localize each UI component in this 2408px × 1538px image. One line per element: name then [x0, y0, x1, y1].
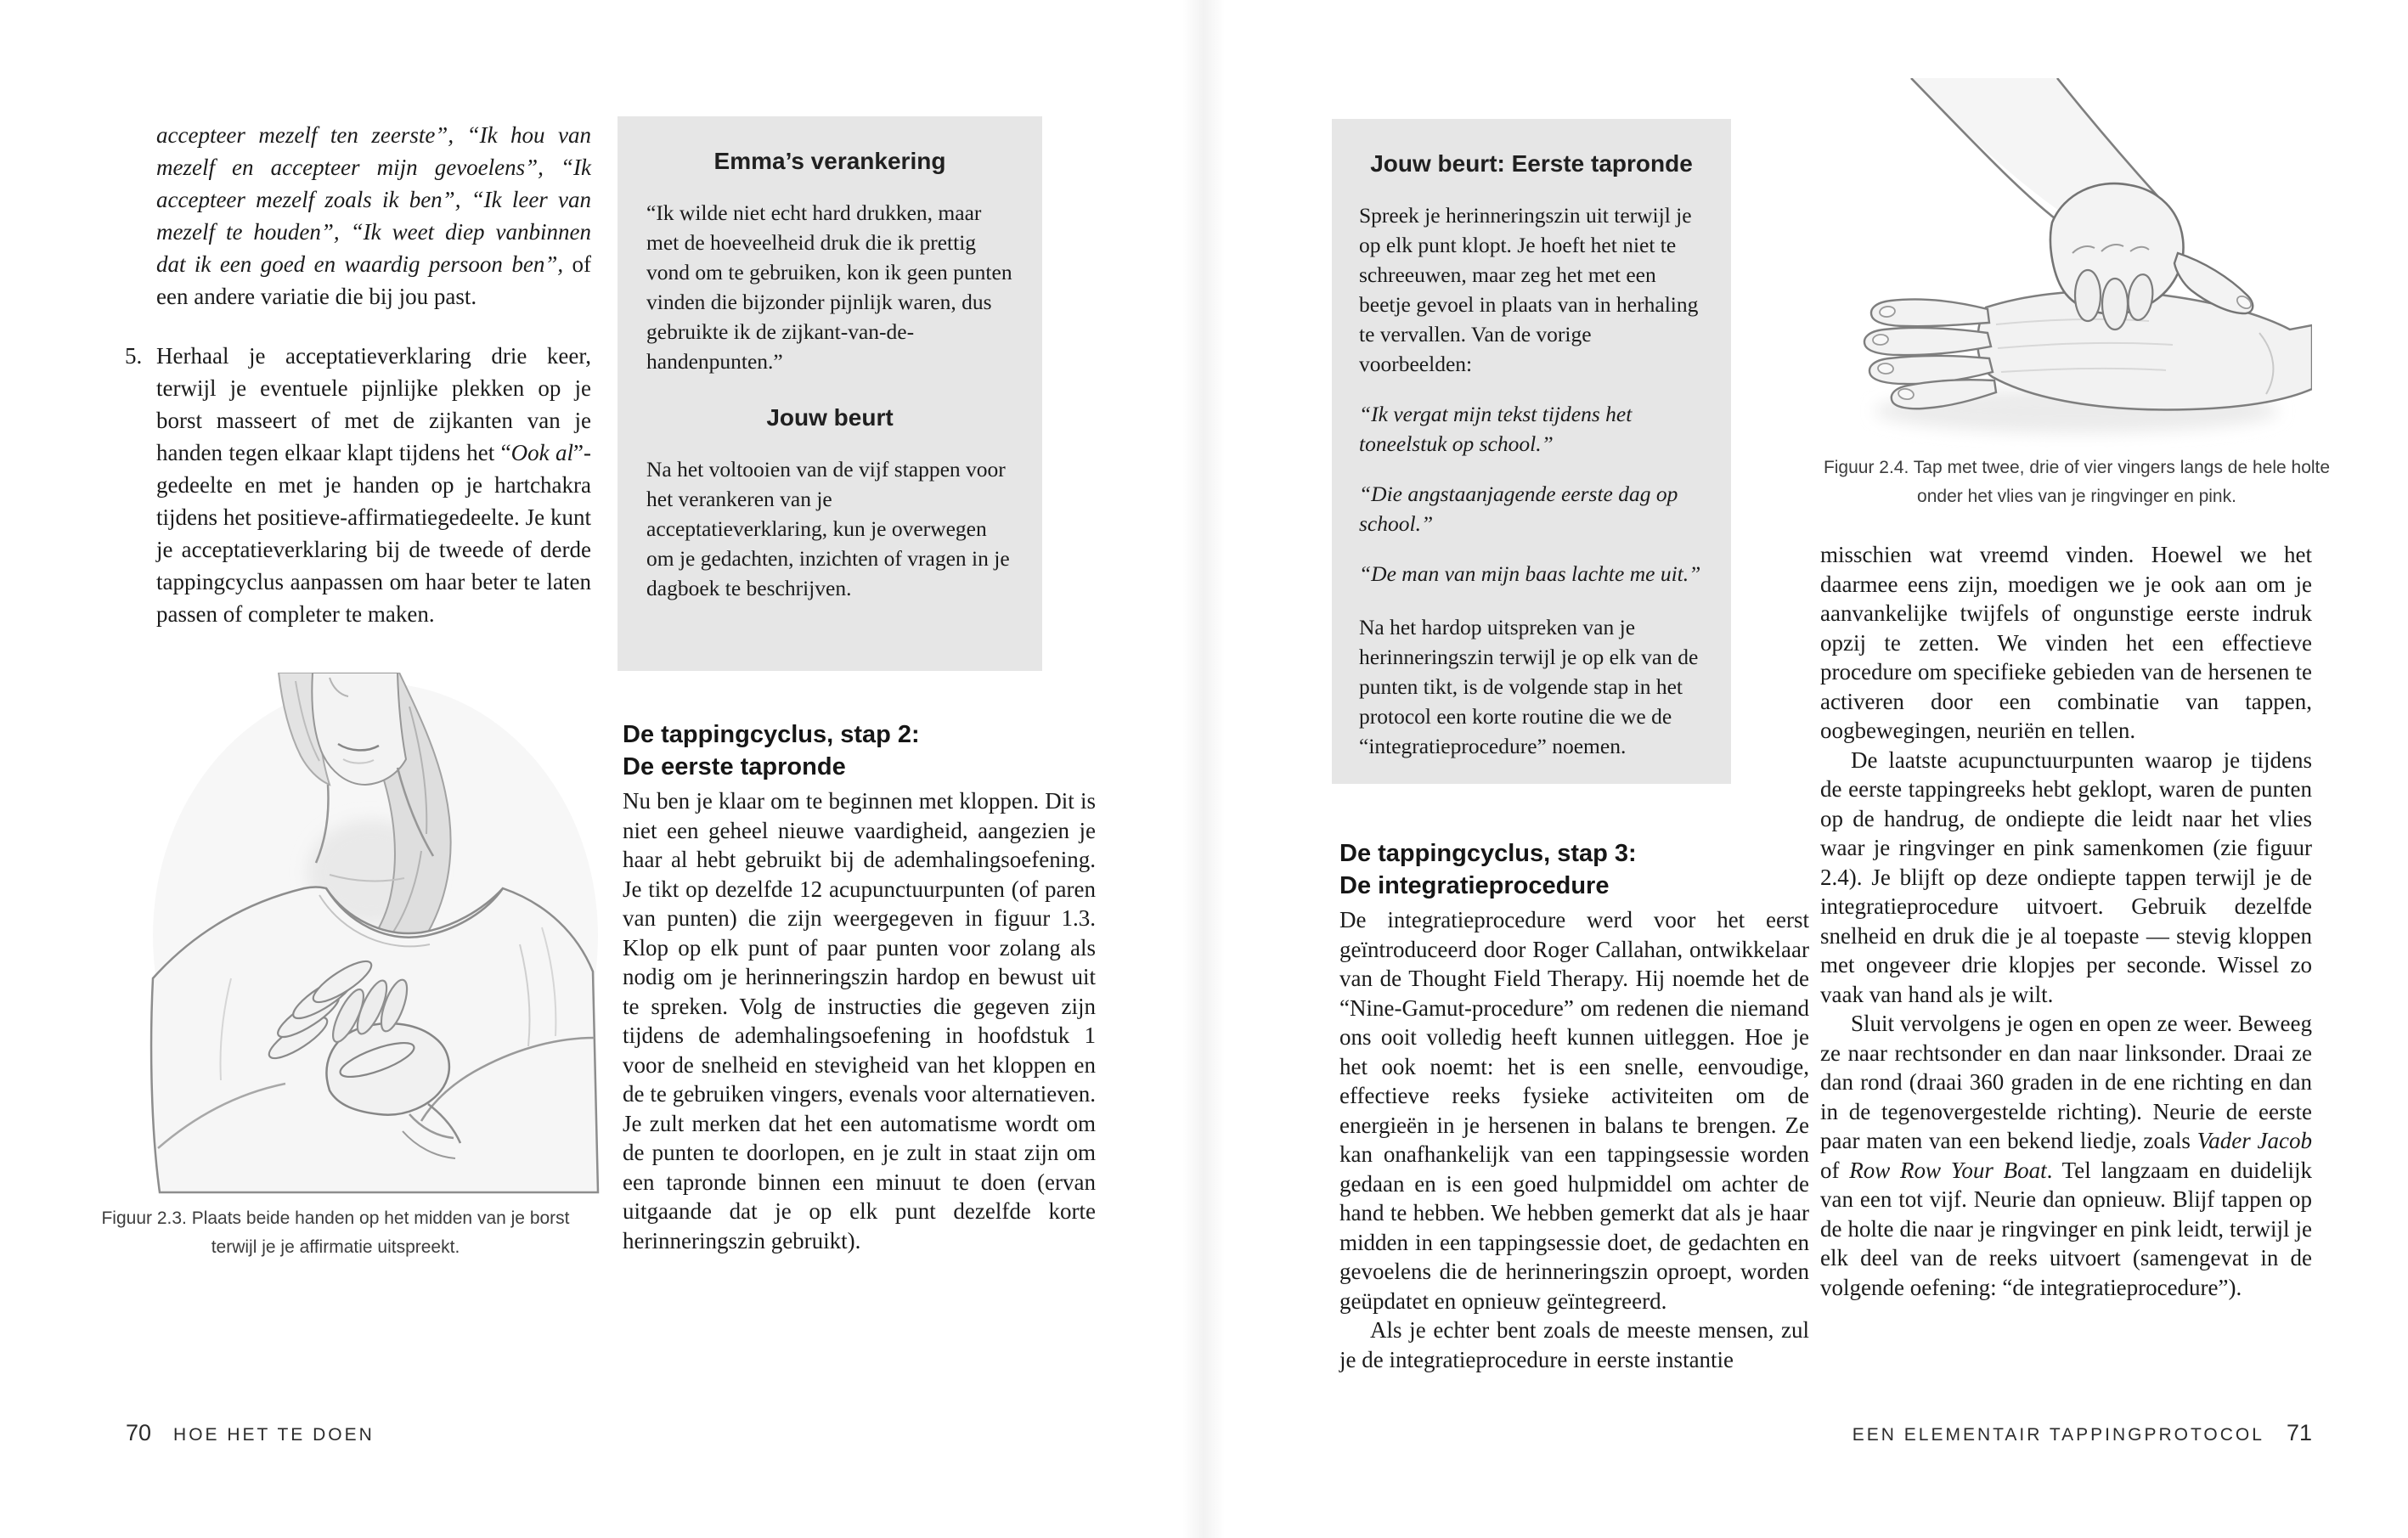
continuation-paragraph: accepteer mezelf ten zeerste”, “Ik hou van mezelf en accepteer mijn gevoelens”, “Ik accepteer mezelf zoals ik ben”, “Ik leer van mezelf te houden”, “Ik weet diep vanbinnen dat ik een goed en waardig persoon ben”, of een andere variatie die bij jou past. — [156, 122, 591, 309]
figure-2-4-caption: Figuur 2.4. Tap met twee, drie of vier vingers langs de hele holte onder het vlies van je ringvinger en pink. — [1823, 458, 2331, 506]
figure-2-3-illustration — [129, 673, 601, 1196]
body-paragraph: Sluit vervolgens je ogen en open ze weer. Beweeg ze naar rechtsonder en dan naar linksonder. Draai ze dan rond (draai 360 graden in de ene richting en dan in de tegenovergestelde richting). Neurie de eerste paar maten van een bekend liedje, zoals Vader Jacob of Row Row Your Boat. Tel langzaam en duidelijk van een tot vijf. Neurie dan opnieuw. Blijf tappen op de holte die naar je ringvinger en pink leidt, terwijl je elk deel van de reeks uitvoert (samengevat in de volgende oefening: “de integratieprocedure”). — [1820, 1011, 2312, 1300]
callout-box-emma — [618, 116, 1042, 671]
body-paragraph: Als je echter bent zoals de meeste mensen, zul je de integratieprocedure in eerste instantie — [1339, 1317, 1809, 1372]
callout-box-paragraph: Na het voltooien van de vijf stappen voor het verankeren van je acceptatieverklaring, kun je overwegen om je gedachten, inzichten of vragen in je dagboek te beschrijven. — [646, 457, 1010, 600]
example-quote: “Die angstaanjagende eerste dag op school.” — [1359, 482, 1678, 536]
right-column-body — [1820, 540, 2312, 1302]
callout-box-paragraph: Spreek je herinneringszin uit terwijl je op elk punt klopt. Je hoeft het niet te schreeuwen, maar zeg het met een beetje gevoel in plaats van in herhaling te vervallen. Van de vorige voorbeelden: — [1359, 203, 1699, 376]
right-page-footer — [1853, 1420, 2312, 1446]
left-page-footer — [126, 1420, 375, 1446]
numbered-list-item-5 — [125, 340, 591, 630]
section-heading-step2 — [623, 718, 1096, 783]
section-heading-line1: De tappingcyclus, stap 2: — [623, 721, 920, 748]
hand-tapping-on-hand-sketch — [1860, 78, 2312, 448]
section-body-step3 — [1339, 905, 1809, 1374]
page-number: 70 — [126, 1420, 152, 1445]
figure-2-4-illustration — [1860, 78, 2312, 448]
running-chapter-title: HOE HET TE DOEN — [173, 1425, 375, 1445]
list-item-text: Herhaal je acceptatieverklaring drie keer, terwijl je eventuele pijnlijke plekken op je borst masseert of met de zijkanten van je handen tegen elkaar klapt tijdens het “Ook al”-gedeelte en met je handen op je hartchakra tijdens het positieve-affirmatiegedeelte. Je kunt je acceptatieverklaring bij de tweede of derde tappingcyclus aanpassen om haar beter te laten passen of completer te maken. — [156, 343, 591, 627]
body-paragraph: De integratieprocedure werd voor het eerst geïntroduceerd door Roger Callahan, ontwikkelaar van de Thought Field Therapy. Hij noemde het de “Nine-Gamut-procedure” om redenen die niemand ons ooit volledig heeft kunnen uitleggen. Hoe je het ook noemt: het is een snelle, eenvoudige, effectieve reeks fysieke activiteiten om de energieën in je hersenen in balans te brengen. Ze kan onafhankelijk van een tappingsessie worden gedaan en is een goed hulpmiddel om achter de hand te hebben. We hebben gemerkt dat als je haar midden in een tappingsessie doet, de gedachten en gevoelens die de herinneringszin oproept, worden geüpdatet en opnieuw geïntegreerd. — [1339, 907, 1809, 1314]
figure-2-3-caption: Figuur 2.3. Plaats beide handen op het midden van je borst terwijl je je affirmatie uitspreekt. — [101, 1208, 570, 1257]
section-heading-step3 — [1339, 837, 1809, 902]
section-body-step2: Nu ben je klaar om te beginnen met kloppen. Dit is niet een geheel nieuwe vaardigheid, aangezien je haar al hebt gebruikt bij de ademhalingsoefening. Je tikt op dezelfde 12 acupunctuurpunten (of paren van punten) die zijn weergegeven in figuur 1.3. Klop op elk punt of paar punten voor zolang als nodig om je herinneringszin hardop en bewust uit te spreken. Volg de instructies die gegeven zijn tijdens de ademhalingsoefening in hoofdstuk 1 voor de snelheid en stevigheid van het kloppen en de te gebruiken vingers, evenals voor alternatieven. Je zult merken dat het een automatisme wordt om de punten te doorlopen, en je zult in staat zijn om een tapronde binnen een minuut te doen (ervan uitgaande dat je op elk punt dezelfde korte herinneringszin gebruikt). — [623, 788, 1096, 1253]
section-heading-line2: De integratieprocedure — [1339, 872, 1610, 899]
list-item-number: 5. — [125, 343, 143, 369]
callout-box-title: Jouw beurt: Eerste tapronde — [1370, 150, 1693, 177]
example-quote: “De man van mijn baas lachte me uit.” — [1359, 561, 1701, 586]
callout-box-paragraph: Na het hardop uitspreken van je herinneringszin terwijl je op elk van de punten tikt, is de volgende stap in het protocol een korte routine die we de “integratieprocedure” noemen. — [1359, 615, 1699, 758]
section-heading-line1: De tappingcyclus, stap 3: — [1339, 840, 1637, 867]
callout-box-paragraph: “Ik wilde niet echt hard drukken, maar met de hoeveelheid druk die ik prettig vond om te gebruiken, kon ik geen punten vinden die bijzonder pijnlijk waren, dus gebruikte ik de zijkant-van-de-handenpunten.” — [646, 200, 1012, 374]
woman-hands-on-chest-sketch — [129, 673, 601, 1196]
callout-box-subtitle: Jouw beurt — [766, 404, 894, 431]
callout-box-first-round — [1332, 119, 1731, 784]
running-chapter-title: EEN ELEMENTAIR TAPPINGPROTOCOL — [1852, 1425, 2264, 1445]
body-paragraph: misschien wat vreemd vinden. Hoewel we het daarmee eens zijn, moedigen we je ook aan om je aanvankelijke twijfels of ongunstige eerste indruk opzij te zetten. We vinden het een effectieve procedure om specifieke gebieden van de hersenen te activeren door een combinatie van tappen, oogbewegingen, neuriën en tellen. — [1820, 542, 2312, 743]
section-heading-line2: De eerste tapronde — [623, 753, 846, 780]
page-number: 71 — [2286, 1420, 2312, 1445]
right-page — [1204, 0, 2408, 1538]
body-paragraph: De laatste acupunctuurpunten waarop je tijdens de eerste tappingreeks hebt geklopt, waren de punten op de handrug, de ondiepte die leidt naar het vlies waar je ringvinger en pink samenkomen (zie figuur 2.4). Je blijft op deze ondiepte tappen terwijl je de integratieprocedure uitvoert. Gebruik dezelfde snelheid en druk die je al toepaste — stevig kloppen met ongeveer drie klopjes per seconde. Wissel zo vaak van hand als je wilt. — [1820, 746, 2312, 1007]
example-quote: “Ik vergat mijn tekst tijdens het toneelstuk op school.” — [1359, 402, 1633, 456]
callout-box-title: Emma’s verankering — [713, 148, 946, 174]
